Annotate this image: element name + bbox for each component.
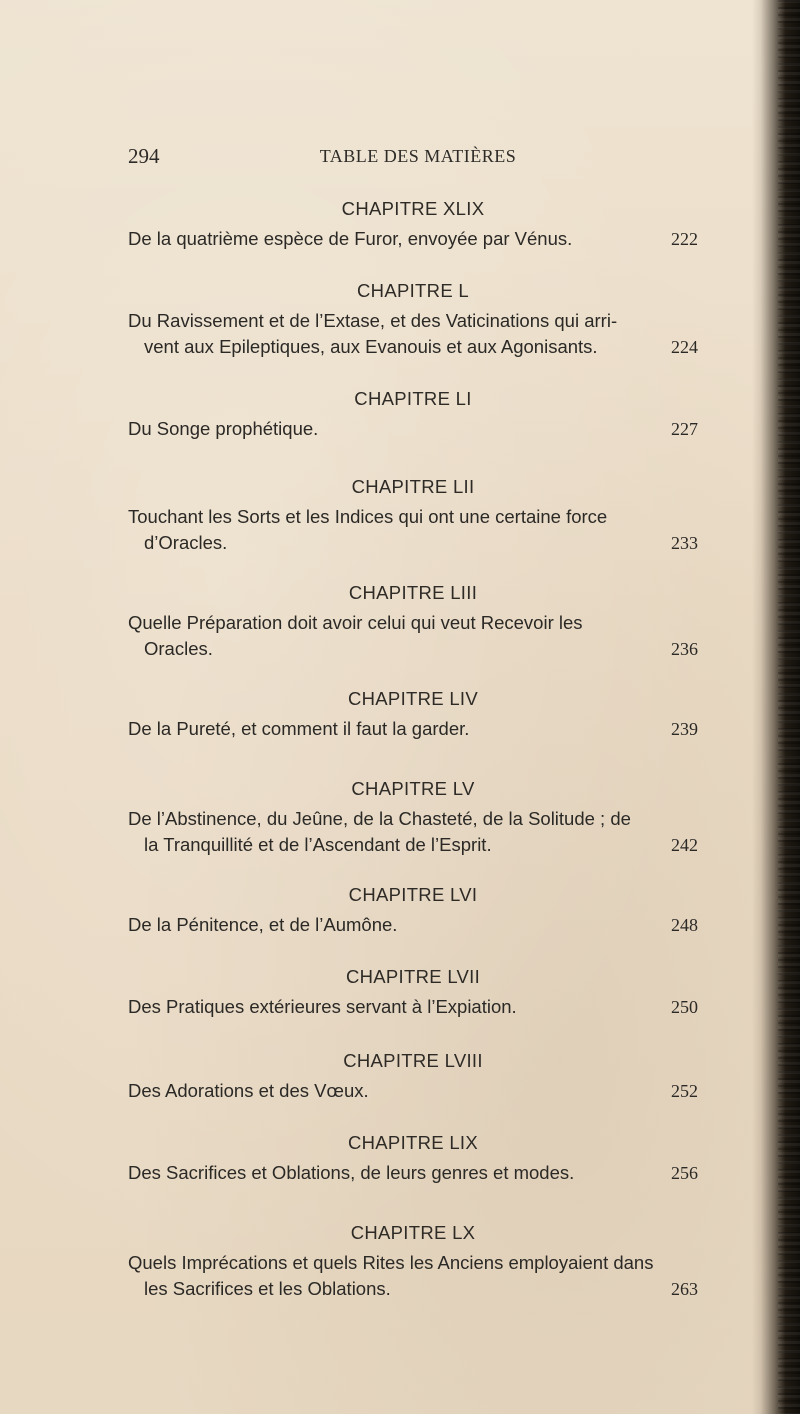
chapter-title-line: Oracles. xyxy=(144,638,213,659)
chapter-title: Des Adorations et des Vœux. xyxy=(128,1080,369,1101)
chapter-entry-lvi xyxy=(128,882,698,938)
chapter-title-row xyxy=(128,610,698,662)
page-number: 294 xyxy=(128,144,160,168)
chapter-entry-liii xyxy=(128,580,698,662)
chapter-heading: CHAPITRE LVIII xyxy=(343,1050,483,1071)
chapter-title-line: les Sacrifices et les Oblations. xyxy=(144,1278,391,1299)
chapter-page-number: 224 xyxy=(671,337,698,357)
chapter-page-number: 242 xyxy=(671,835,698,855)
chapter-heading: CHAPITRE LVI xyxy=(348,884,478,905)
chapter-entry-lii xyxy=(128,474,698,556)
chapter-entry-lvii xyxy=(128,964,698,1020)
chapter-title: De la Pénitence, et de l’Aumône. xyxy=(128,914,398,935)
chapter-title-row xyxy=(128,716,698,742)
chapter-title-row xyxy=(128,504,698,556)
chapter-heading: CHAPITRE LV xyxy=(351,778,475,799)
chapter-title: Des Sacrifices et Oblations, de leurs genres et modes. xyxy=(128,1162,575,1183)
chapter-entry-lv xyxy=(128,776,698,858)
chapter-entry-li xyxy=(128,386,698,442)
chapter-page-number: 263 xyxy=(671,1279,698,1299)
chapter-heading: CHAPITRE LIII xyxy=(348,582,478,603)
chapter-title: Du Songe prophétique. xyxy=(128,418,319,439)
chapter-entry-l xyxy=(128,278,698,360)
chapter-page-number: 248 xyxy=(671,915,698,935)
chapter-page-number: 250 xyxy=(671,997,698,1017)
chapter-title xyxy=(128,1250,657,1302)
chapter-title-row xyxy=(128,1078,698,1104)
chapter-title-row xyxy=(128,416,698,442)
chapter-title-line: Touchant les Sorts et les Indices qui ont une certaine force xyxy=(128,506,608,527)
chapter-title-line: vent aux Epileptiques, aux Evanouis et aux Agonisants. xyxy=(144,336,598,357)
chapter-page-number: 222 xyxy=(671,229,698,249)
chapter-heading: CHAPITRE LII xyxy=(351,476,475,497)
chapter-heading: CHAPITRE LI xyxy=(354,388,472,409)
chapter-title-row xyxy=(128,1160,698,1186)
chapter-title xyxy=(128,806,657,858)
chapter-title-line: Du Ravissement et de l’Extase, et des Vaticinations qui arri- xyxy=(128,310,618,331)
chapter-title xyxy=(128,308,657,360)
chapter-title-line: Quels Imprécations et quels Rites les Anciens employaient dans xyxy=(128,1252,654,1273)
header-title: TABLE DES MATIÈRES xyxy=(319,146,517,166)
running-header xyxy=(128,144,708,172)
chapter-heading: CHAPITRE LX xyxy=(350,1222,476,1243)
chapter-title-row xyxy=(128,806,698,858)
chapter-title: De la Pureté, et comment il faut la garder. xyxy=(128,718,470,739)
chapter-page-number: 233 xyxy=(671,533,698,553)
chapter-title: Des Pratiques extérieures servant à l’Expiation. xyxy=(128,996,517,1017)
chapter-heading: CHAPITRE LIV xyxy=(347,688,479,709)
chapter-entry-liv xyxy=(128,686,698,742)
chapter-heading: CHAPITRE LIX xyxy=(347,1132,479,1153)
chapter-title-row xyxy=(128,226,698,252)
chapter-heading: CHAPITRE LVII xyxy=(345,966,481,987)
chapter-page-number: 227 xyxy=(671,419,698,439)
chapter-entry-xlix xyxy=(128,196,698,252)
chapter-page-number: 252 xyxy=(671,1081,698,1101)
page-edge-texture xyxy=(778,0,800,1414)
chapter-heading: CHAPITRE L xyxy=(357,280,469,301)
chapter-title-line: la Tranquillité et de l’Ascendant de l’Esprit. xyxy=(144,834,492,855)
chapter-entry-lviii xyxy=(128,1048,698,1104)
chapter-title-row xyxy=(128,994,698,1020)
chapter-title-row xyxy=(128,912,698,938)
chapter-title xyxy=(128,504,657,556)
chapter-title xyxy=(128,610,657,662)
chapter-title: De la quatrième espèce de Furor, envoyée par Vénus. xyxy=(128,228,573,249)
chapter-title-line: De l’Abstinence, du Jeûne, de la Chasteté, de la Solitude ; de xyxy=(128,808,631,829)
chapter-heading: CHAPITRE XLIX xyxy=(341,198,485,219)
chapter-title-row xyxy=(128,1250,698,1302)
chapter-title-line: d’Oracles. xyxy=(144,532,228,553)
chapter-page-number: 256 xyxy=(671,1163,698,1183)
chapter-title-line: Quelle Préparation doit avoir celui qui veut Recevoir les xyxy=(128,612,583,633)
chapter-entry-lix xyxy=(128,1130,698,1186)
chapter-page-number: 236 xyxy=(671,639,698,659)
chapter-entry-lx xyxy=(128,1220,698,1302)
chapter-title-row xyxy=(128,308,698,360)
chapter-page-number: 239 xyxy=(671,719,698,739)
